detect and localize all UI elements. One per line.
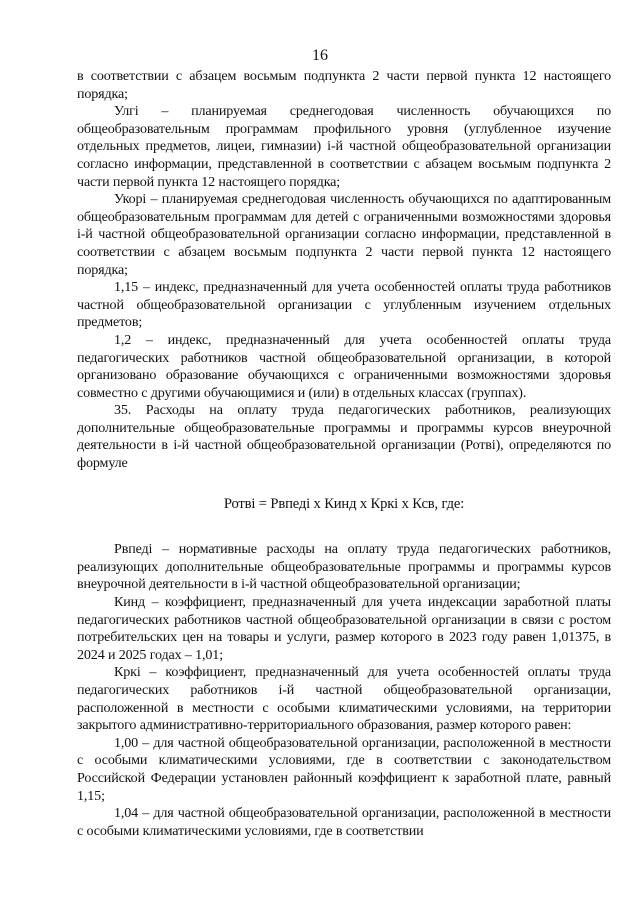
paragraph-kind: Кинд – коэффициент, предназначенный для учета индексации заработной платы педагогических работников частной общеобразовательной организации в связи с ростом потребительских цен на товары и услуги, размер которого в 2023 году равен 1,01375, в 2024 и 2025 годах – 1,01; — [77, 594, 611, 663]
paragraph-index-12: 1,2 – индекс, предназначенный для учета особенностей оплаты труда педагогических работников частной общеобразовательной организации, в которой организовано образование обучающихся с ограниченными возможностями здоровья совместно с другими обучающимися и (или) в отдельных классах (группах). — [77, 331, 611, 401]
paragraph-index-115: 1,15 – индекс, предназначенный для учета особенностей оплаты труда работников частной общеобразовательной организации с углубленным изучением отдельных предметов; — [77, 279, 611, 331]
paragraph-ukor: Укорі – планируемая среднегодовая численность обучающихся по адаптированным общеобразовательным программам для детей с ограниченными возможностями здоровья і-й частной общеобразовательной организации согласно информации, представленной в соответствии с абзацем восьмым подпункта 2 части первой пункта 12 настоящего порядка; — [77, 191, 611, 278]
paragraph-krk: Кркі – коэффициент, предназначенный для учета особенностей оплаты труда педагогических работников і-й частной общеобразовательной организации, расположенной в местности с особыми климатическими условиями, на территории закрытого административно-территориального образования, размер которого равен: — [77, 664, 611, 734]
paragraph-continuation: в соответствии с абзацем восьмым подпункта 2 части первой пункта 12 настоящего порядка; — [77, 68, 611, 102]
page-number: 16 — [312, 47, 328, 64]
paragraph-coef-100: 1,00 – для частной общеобразовательной организации, расположенной в местности с особыми климатическими условиями, где в соответствии с законодательством Российской Федерации установлен районный коэффициент к заработной плате, равный 1,15; — [77, 734, 611, 804]
paragraph-coef-104: 1,04 – для частной общеобразовательной организации, расположенной в местности с особыми климатическими условиями, где в соответствии — [77, 805, 611, 839]
paragraph-item-35: 35. Расходы на оплату труда педагогических работников, реализующих дополнительные общеобразовательные программы и программы курсов внеурочной деятельности в і-й частной общеобразовательной организации (Ротвi), определяются по формуле — [77, 402, 611, 472]
paragraph-ulg: Улгі – планируемая среднегодовая численность обучающихся по общеобразовательным программам профильного уровня (углубленное изучение отдельных предметов, лицеи, гимназии) і-й частной общеобразовательной организации согласно информации, представленной в соответствии с абзацем восьмым подпункта 2 части первой пункта 12 настоящего порядка; — [77, 103, 611, 190]
document-body — [77, 68, 611, 840]
paragraph-rvped: Рвпеді – нормативные расходы на оплату труда педагогических работников, реализующих дополнительные общеобразовательные программы и программы курсов внеурочной деятельности в і-й частной общеобразовательной организации; — [77, 541, 611, 593]
formula: Ротві = Рвпеді х Кинд х Кркі х Ксв, где: — [223, 495, 465, 512]
